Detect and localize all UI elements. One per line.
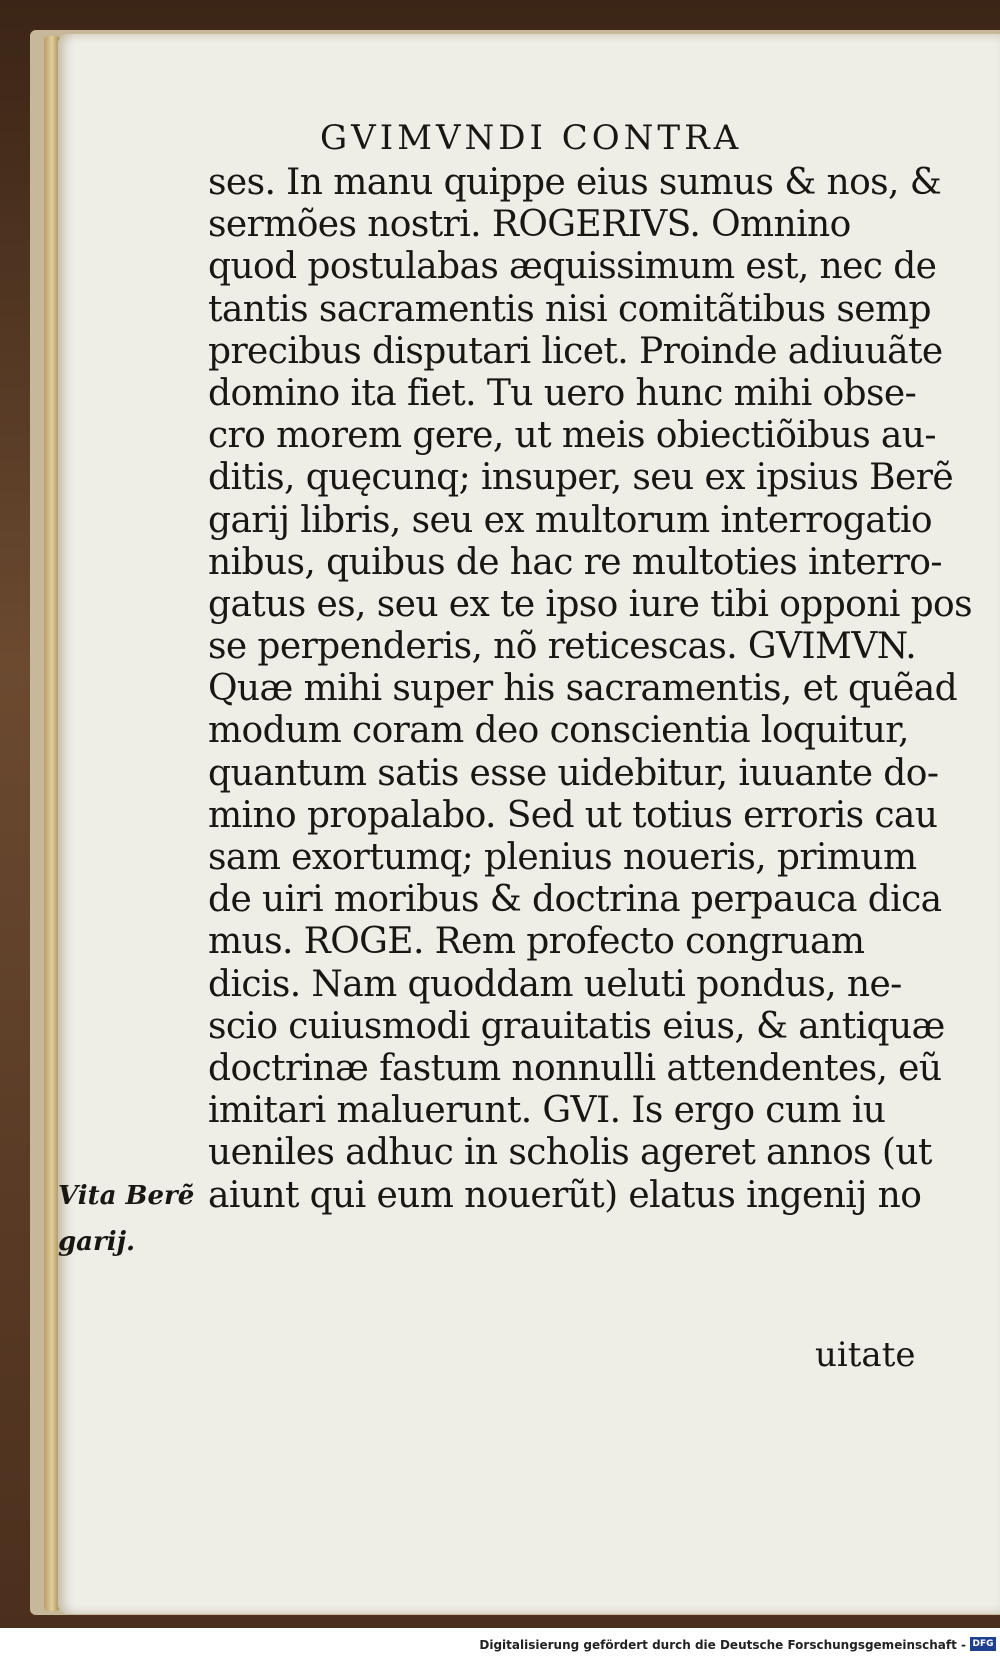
text-line: mino propalabo. Sed ut totius erroris cau: [208, 794, 938, 836]
text-line: tantis sacramentis nisi comitãtibus semp: [208, 288, 931, 330]
text-line: precibus disputari licet. Proinde adiuuãte: [208, 330, 943, 372]
marginal-note: [58, 1173, 198, 1265]
text-line: de uiri moribus & doctrina perpauca dica: [208, 879, 942, 921]
text-line: quantum satis esse uidebitur, iuuante do-: [208, 752, 939, 794]
text-line: modum coram deo conscientia loquitur,: [208, 710, 909, 752]
text-line: scio cuiusmodi grauitatis eius, & antiquæ: [208, 1005, 945, 1047]
marginal-note-line: Vita Berẽ: [58, 1181, 195, 1211]
text-line: dicis. Nam quoddam ueluti pondus, ne-: [208, 963, 902, 1005]
text-line: doctrinæ fastum nonnulli attendentes, eũ: [208, 1047, 942, 1089]
text-line: se perpenderis, nõ reticescas. GVIMVN.: [208, 626, 917, 668]
text-line: sam exortumq; plenius noueris, primum: [208, 837, 917, 878]
text-line: imitari maluerunt. GVI. Is ergo cum iu: [208, 1090, 886, 1132]
text-line: aiunt qui eum nouerũt) elatus ingenij no: [208, 1174, 922, 1216]
catchword: uitate: [815, 1335, 916, 1375]
text-line: cro morem gere, ut meis obiectiõibus au-: [208, 415, 936, 457]
text-line: mus. ROGE. Rem profecto congruam: [208, 921, 865, 963]
text-line: garij libris, seu ex multorum interrogatio: [208, 499, 932, 541]
text-line: nibus, quibus de hac re multoties interro-: [208, 541, 942, 583]
dfg-logo-icon: DFG: [970, 1637, 996, 1651]
body-text: [208, 162, 972, 1217]
running-head: GVIMVNDI CONTRA: [320, 118, 743, 158]
text-line: ueniles adhuc in scholis ageret annos (ut: [208, 1132, 932, 1174]
text-line: Quæ mihi super his sacramentis, et quẽad: [208, 668, 958, 710]
funding-credit: Digitalisierung gefördert durch die Deutsche Forschungsgemeinschaft -: [479, 1638, 966, 1652]
text-line: sermões nostri. ROGERIVS. Omnino: [208, 204, 851, 246]
text-line: quod postulabas æquissimum est, nec de: [208, 246, 937, 288]
footer-bar: [0, 1628, 1000, 1660]
text-line: gatus es, seu ex te ipso iure tibi opponi pos: [208, 583, 972, 625]
marginal-note-line: garij.: [58, 1227, 136, 1257]
text-line: domino ita fiet. Tu uero hunc mihi obse-: [208, 372, 917, 414]
text-line: ditis, quęcunq; insuper, seu ex ipsius Berẽ: [208, 457, 954, 499]
text-line: ses. In manu quippe eius sumus & nos, &: [208, 162, 942, 203]
